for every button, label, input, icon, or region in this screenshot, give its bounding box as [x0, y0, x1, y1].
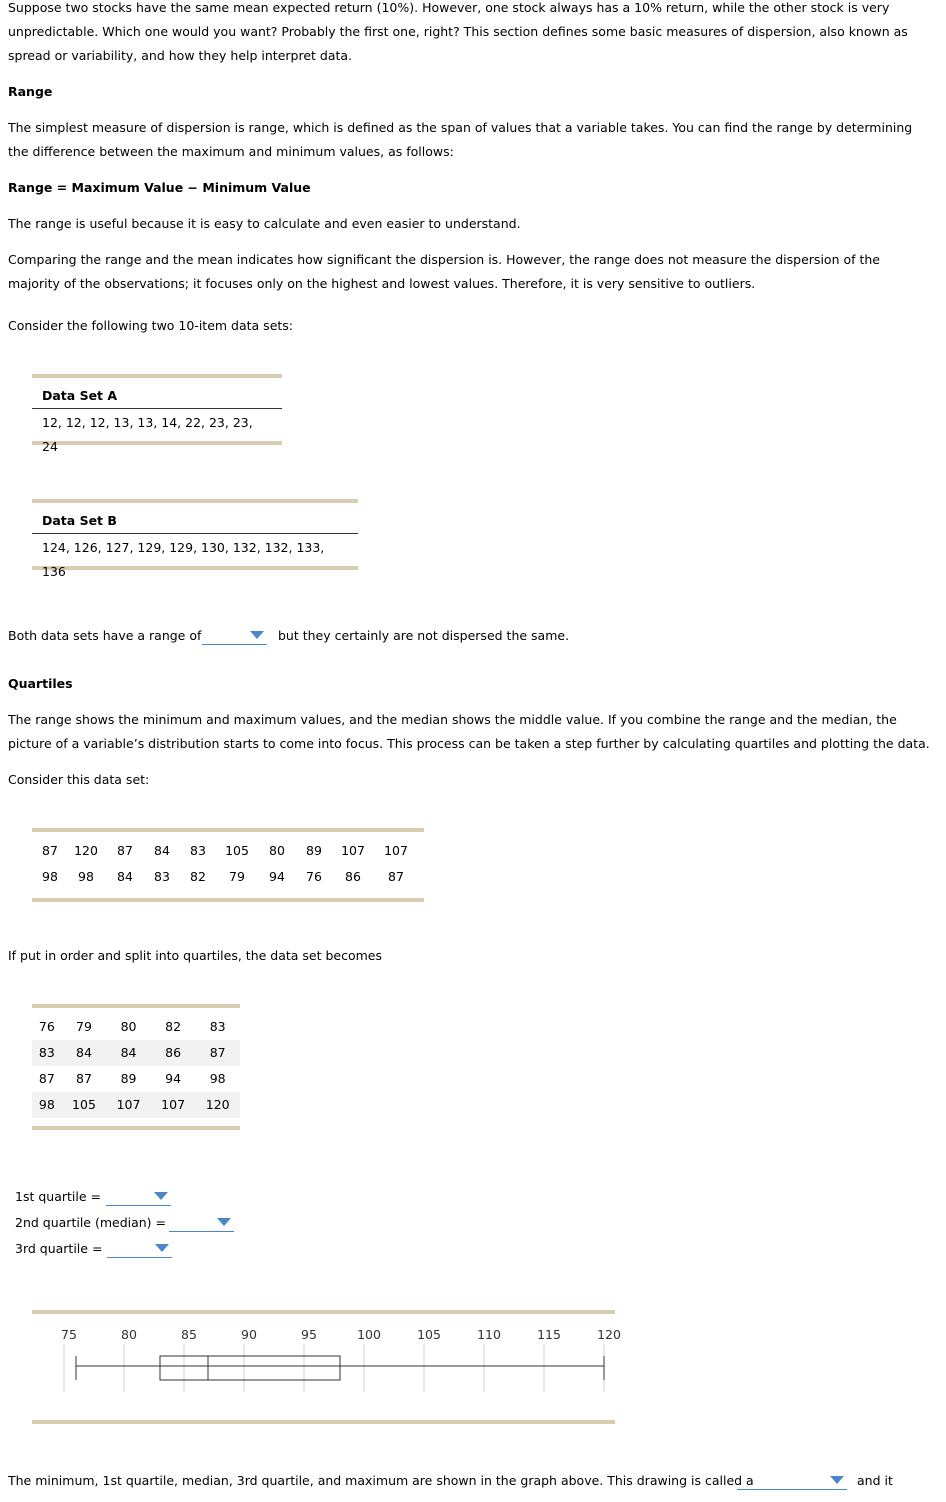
box-plot-frame [32, 1310, 621, 1424]
table-cell: 86 [345, 869, 361, 884]
table-cell: 87 [38, 1071, 55, 1086]
q3-label: 3rd quartile = [15, 1241, 103, 1256]
table-row [34, 838, 418, 864]
table-cell: 107 [151, 1092, 196, 1118]
table-cell: 76 [306, 869, 322, 884]
tick-label: 105 [417, 1327, 441, 1342]
table-cell: 84 [106, 1040, 151, 1066]
table-row [32, 1040, 240, 1066]
plot-name-dropdown[interactable] [737, 1471, 847, 1490]
table-cell: 80 [120, 1019, 137, 1034]
table-cell: 86 [151, 1040, 196, 1066]
tick-label: 80 [121, 1327, 137, 1342]
chevron-down-icon [250, 631, 264, 639]
table-cell: 98 [32, 1092, 62, 1118]
table-cell: 79 [76, 1019, 92, 1034]
table-cell: 87 [117, 843, 133, 858]
table-cell: 87 [42, 843, 58, 858]
range-heading: Range [8, 84, 53, 99]
q3-dropdown[interactable] [107, 1239, 172, 1258]
data-set-b-title: Data Set B [32, 503, 358, 534]
table-cell: 83 [32, 1040, 62, 1066]
final-question-tail: and it [857, 1473, 893, 1488]
chevron-down-icon [830, 1476, 844, 1484]
table-cell: 84 [154, 843, 170, 858]
range-paragraph-2: The range is useful because it is easy to calculate and even easier to understand. [8, 216, 521, 231]
table-cell: 98 [78, 869, 94, 884]
table-cell: 83 [190, 843, 206, 858]
iqr-box [160, 1356, 340, 1380]
raw-data-grid [34, 838, 418, 890]
tick-label: 110 [477, 1327, 501, 1342]
table-cell: 107 [384, 843, 408, 858]
intro-paragraph: Suppose two stocks have the same mean expected return (10%). However, one stock always has a 10% return, while the other stock is very unpredictable. Which one would you want? Probably the first one, right? This section defines some basic measures of dispersion, also known as spread or variability, and how they help interpret data. [8, 0, 908, 63]
table-cell: 98 [42, 869, 58, 884]
tick-label: 115 [537, 1327, 561, 1342]
table-cell: 87 [76, 1071, 92, 1086]
final-question-text: The minimum, 1st quartile, median, 3rd quartile, and maximum are shown in the graph above. This drawing is called a [8, 1473, 754, 1488]
data-set-b-values: 124, 126, 127, 129, 129, 130, 132, 132, 133, 136 [42, 540, 325, 579]
table-cell: 120 [195, 1092, 240, 1118]
table-cell: 76 [38, 1019, 55, 1034]
table-cell: 105 [225, 843, 249, 858]
range-paragraph-3: Comparing the range and the mean indicates how significant the dispersion is. However, the range does not measure the dispersion of the majority of the observations; it focuses only on the highest and lowest values. Therefore, it is very sensitive to outliers. [8, 252, 880, 291]
table-cell: 94 [165, 1071, 182, 1086]
table-cell: 98 [209, 1071, 226, 1086]
table-cell: 82 [190, 869, 206, 884]
table-cell: 79 [229, 869, 245, 884]
tick-label: 90 [241, 1327, 257, 1342]
table-row [32, 1066, 240, 1092]
quartiles-paragraph-2: Consider this data set: [8, 772, 150, 787]
sorted-data-grid [32, 1014, 240, 1118]
table-cell: 120 [74, 843, 98, 858]
tick-label: 95 [301, 1327, 317, 1342]
table-cell: 87 [195, 1040, 240, 1066]
chevron-down-icon [154, 1192, 168, 1200]
table-row [32, 1014, 240, 1040]
range-question-text: Both data sets have a range of [8, 628, 202, 643]
table-cell: 84 [62, 1040, 107, 1066]
chevron-down-icon [217, 1218, 231, 1226]
data-set-a-table [32, 374, 282, 454]
quartiles-paragraph-1: The range shows the minimum and maximum values, and the median shows the middle value. If you combine the range and the median, the picture of a variable’s distribution starts to come into focus. This process can be taken a step further by calculating quartiles and plotting the data. [8, 712, 930, 751]
tick-label: 75 [61, 1327, 77, 1342]
box-plot-chart [32, 1314, 621, 1420]
tick-label: 120 [597, 1327, 621, 1342]
table-row [34, 864, 418, 890]
range-dropdown[interactable] [202, 626, 267, 645]
table-cell: 82 [165, 1019, 182, 1034]
q2-label: 2nd quartile (median) = [15, 1215, 167, 1230]
table-cell: 89 [306, 843, 322, 858]
table-cell: 87 [388, 869, 404, 884]
q1-label: 1st quartile = [15, 1189, 101, 1204]
range-paragraph-4: Consider the following two 10-item data sets: [8, 318, 294, 333]
quartiles-paragraph-3: If put in order and split into quartiles, the data set becomes [8, 948, 383, 963]
range-formula: Range = Maximum Value − Minimum Value [8, 180, 311, 195]
data-set-a-title: Data Set A [32, 378, 282, 409]
range-paragraph-1: The simplest measure of dispersion is range, which is defined as the span of values that a variable takes. You can find the range by determining the difference between the maximum and minimum values, as follows: [8, 120, 913, 159]
table-cell: 83 [154, 869, 170, 884]
q2-dropdown[interactable] [169, 1213, 234, 1232]
tick-label: 100 [357, 1327, 381, 1342]
table-row [32, 1092, 240, 1118]
data-set-a-values: 12, 12, 12, 13, 13, 14, 22, 23, 23, 24 [42, 415, 253, 454]
table-cell: 107 [341, 843, 365, 858]
table-cell: 107 [106, 1092, 151, 1118]
quartiles-heading: Quartiles [8, 676, 73, 691]
table-cell: 89 [120, 1071, 137, 1086]
table-cell: 84 [117, 869, 133, 884]
data-set-b-table [32, 499, 358, 579]
tick-label: 85 [181, 1327, 197, 1342]
table-cell: 105 [62, 1092, 107, 1118]
sorted-data-table [32, 1004, 240, 1130]
table-cell: 83 [209, 1019, 226, 1034]
range-question-tail: but they certainly are not dispersed the same. [278, 628, 570, 643]
q1-dropdown[interactable] [106, 1187, 171, 1206]
chevron-down-icon [155, 1244, 169, 1252]
raw-data-table [32, 828, 424, 902]
table-cell: 94 [269, 869, 285, 884]
table-cell: 80 [269, 843, 285, 858]
